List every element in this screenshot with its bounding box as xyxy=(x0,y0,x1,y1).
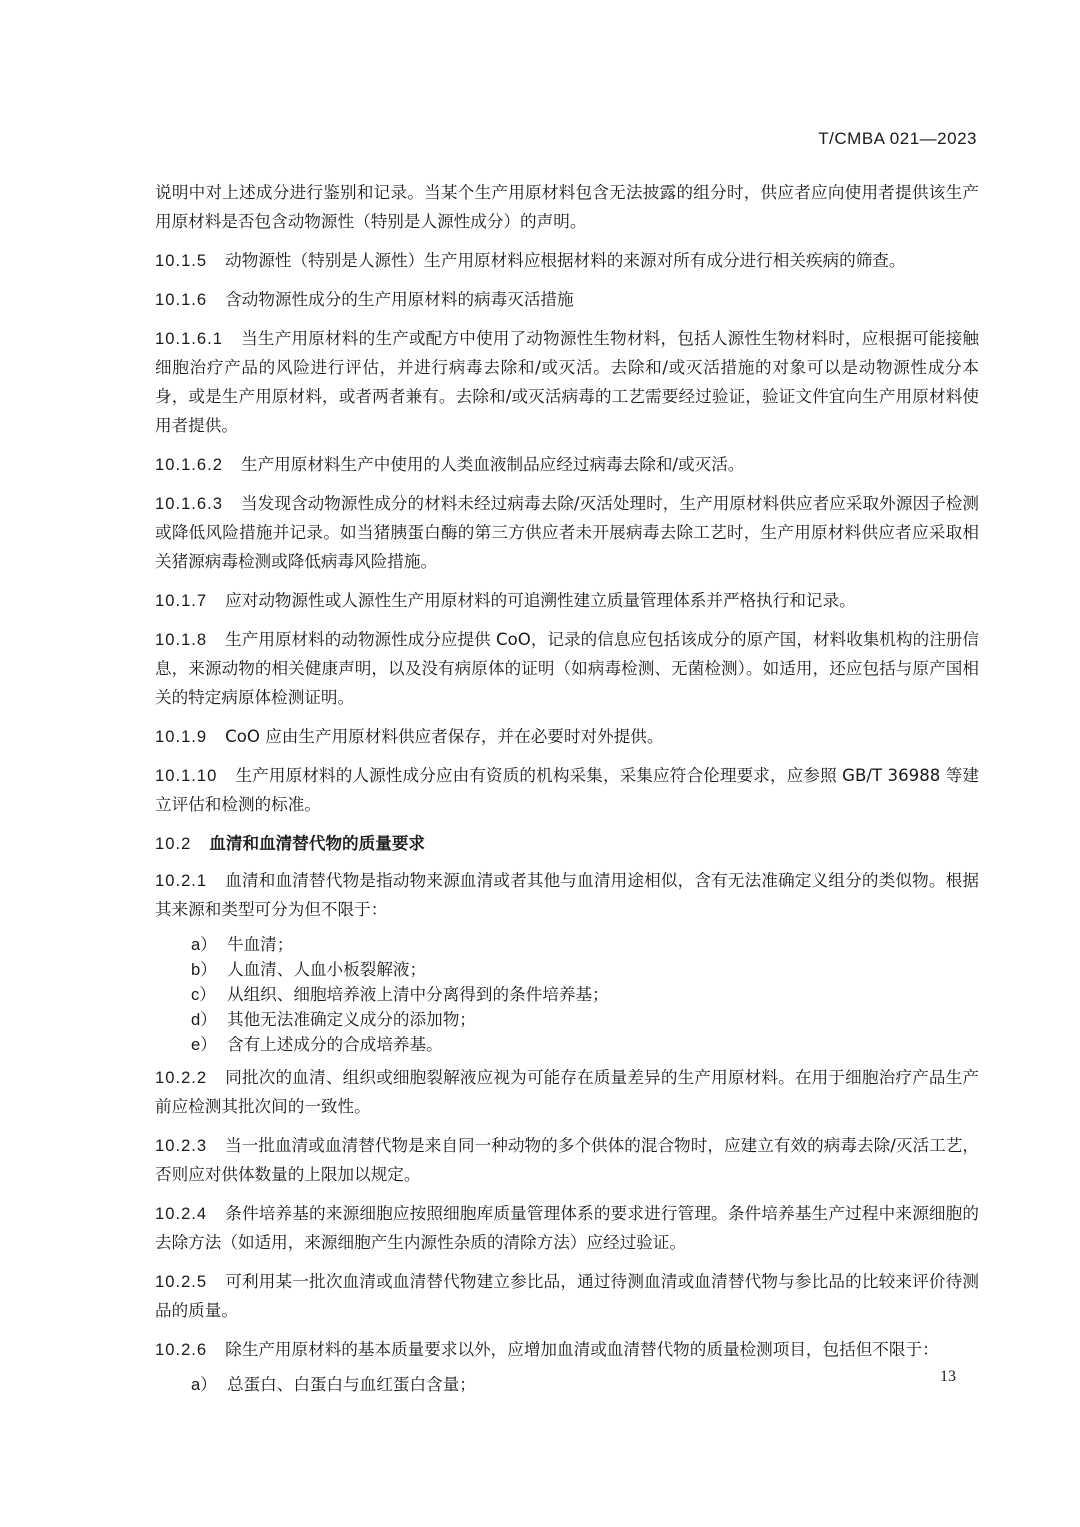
list-marker: b） xyxy=(191,960,217,979)
clause-number: 10.2.1 xyxy=(155,871,208,890)
clause-10-2-1 xyxy=(155,866,979,924)
clause-10-1-6-2 xyxy=(155,450,979,479)
clause-10-1-7 xyxy=(155,586,979,615)
list-item-text: 牛血清； xyxy=(227,935,294,954)
clause-number: 10.1.5 xyxy=(155,251,208,270)
list-item-text: 从组织、细胞培养液上清中分离得到的条件培养基； xyxy=(227,985,609,1004)
clause-number: 10.1.7 xyxy=(155,591,208,610)
list-item xyxy=(191,932,979,957)
list-item xyxy=(191,1007,979,1032)
clause-text: 当一批血清或血清替代物是来自同一种动物的多个供体的混合物时，应建立有效的病毒去除/灭活工艺，否则应对供体数量的上限加以规定。 xyxy=(155,1136,979,1184)
clause-10-1-8 xyxy=(155,625,979,712)
clause-text: 生产用原材料生产中使用的人类血液制品应经过病毒去除和/或灭活。 xyxy=(240,455,745,474)
list-item xyxy=(191,957,979,982)
paragraph-text: 说明中对上述成分进行鉴别和记录。当某个生产用原材料包含无法披露的组分时，供应者应向使用者提供该生产用原材料是否包含动物源性（特别是人源性成分）的声明。 xyxy=(155,183,979,231)
page-number: 13 xyxy=(940,1368,956,1385)
clause-text: 含动物源性成分的生产用原材料的病毒灭活措施 xyxy=(225,290,574,309)
paragraph-continuation xyxy=(155,178,979,236)
clause-10-2-3 xyxy=(155,1131,979,1189)
clause-text: 生产用原材料的人源性成分应由有资质的机构采集，采集应符合伦理要求，应参照 GB/T 36988 等建立评估和检测的标准。 xyxy=(155,766,979,814)
clause-10-1-10 xyxy=(155,761,979,819)
clause-text: 血清和血清替代物是指动物来源血清或者其他与血清用途相似，含有无法准确定义组分的类似物。根据其来源和类型可分为但不限于： xyxy=(155,871,979,919)
clause-text: CoO 应由生产用原材料供应者保存，并在必要时对外提供。 xyxy=(225,727,664,746)
clause-text: 动物源性（特别是人源性）生产用原材料应根据材料的来源对所有成分进行相关疾病的筛查。 xyxy=(225,251,906,270)
clause-10-1-6 xyxy=(155,285,979,314)
clause-number: 10.2.4 xyxy=(155,1204,208,1223)
list-item xyxy=(191,1372,979,1397)
clause-text: 生产用原材料的动物源性成分应提供 CoO，记录的信息应包括该成分的原产国，材料收集机构的注册信息，来源动物的相关健康声明，以及没有病原体的证明（如病毒检测、无菌检测）。如适用，还应包括与原产国相关的特定病原体检测证明。 xyxy=(155,630,979,707)
clause-number: 10.2.2 xyxy=(155,1068,208,1087)
list-marker: e） xyxy=(191,1035,217,1054)
clause-10-1-5 xyxy=(155,246,979,275)
clause-10-2-6 xyxy=(155,1335,979,1364)
list-item-text: 人血清、人血小板裂解液； xyxy=(227,960,427,979)
clause-10-1-6-3 xyxy=(155,489,979,576)
clause-number: 10.1.6.3 xyxy=(155,494,223,513)
list-item xyxy=(191,1032,979,1057)
clause-number: 10.1.8 xyxy=(155,630,208,649)
list-10-2-1 xyxy=(191,932,979,1057)
list-marker: a） xyxy=(191,935,217,954)
clause-10-1-9 xyxy=(155,722,979,751)
clause-number: 10.1.6 xyxy=(155,290,208,309)
clause-number: 10.1.6.1 xyxy=(155,329,223,348)
list-item-text: 其他无法准确定义成分的添加物； xyxy=(227,1010,476,1029)
clause-text: 当发现含动物源性成分的材料未经过病毒去除/灭活处理时，生产用原材料供应者应采取外源因子检测或降低风险措施并记录。如当猪胰蛋白酶的第三方供应者未开展病毒去除工艺时，生产用原材料供应者应采取相关猪源病毒检测或降低病毒风险措施。 xyxy=(155,494,979,571)
clause-number: 10.2.6 xyxy=(155,1340,208,1359)
clause-text: 同批次的血清、组织或细胞裂解液应视为可能存在质量差异的生产用原材料。在用于细胞治疗产品生产前应检测其批次间的一致性。 xyxy=(155,1068,979,1116)
clause-number: 10.2.5 xyxy=(155,1272,208,1291)
list-item-text: 含有上述成分的合成培养基。 xyxy=(227,1035,443,1054)
page-content xyxy=(155,178,979,1403)
clause-text: 可利用某一批次血清或血清替代物建立参比品，通过待测血清或血清替代物与参比品的比较来评价待测品的质量。 xyxy=(155,1272,979,1320)
list-item-text: 总蛋白、白蛋白与血红蛋白含量； xyxy=(227,1375,476,1394)
list-marker: a） xyxy=(191,1375,217,1394)
clause-text: 应对动物源性或人源性生产用原材料的可追溯性建立质量管理体系并严格执行和记录。 xyxy=(225,591,856,610)
section-number: 10.2 xyxy=(155,834,192,853)
section-title-text: 血清和血清替代物的质量要求 xyxy=(209,834,426,853)
clause-text: 当生产用原材料的生产或配方中使用了动物源性生物材料，包括人源性生物材料时，应根据可能接触细胞治疗产品的风险进行评估，并进行病毒去除和/或灭活。去除和/或灭活措施的对象可以是动物源性成分本身，或是生产用原材料，或者两者兼有。去除和/或灭活病毒的工艺需要经过验证，验证文件宜向生产用原材料使用者提供。 xyxy=(155,329,979,435)
list-marker: c） xyxy=(191,985,216,1004)
clause-10-2-4 xyxy=(155,1199,979,1257)
clause-number: 10.1.10 xyxy=(155,766,218,785)
clause-text: 条件培养基的来源细胞应按照细胞库质量管理体系的要求进行管理。条件培养基生产过程中来源细胞的去除方法（如适用，来源细胞产生内源性杂质的清除方法）应经过验证。 xyxy=(155,1204,979,1252)
clause-text: 除生产用原材料的基本质量要求以外，应增加血清或血清替代物的质量检测项目，包括但不限于： xyxy=(225,1340,939,1359)
clause-number: 10.1.9 xyxy=(155,727,208,746)
list-item xyxy=(191,982,979,1007)
list-marker: d） xyxy=(191,1010,217,1029)
clause-10-2-5 xyxy=(155,1267,979,1325)
section-title-10-2 xyxy=(155,829,979,858)
clause-10-1-6-1 xyxy=(155,324,979,440)
clause-10-2-2 xyxy=(155,1063,979,1121)
clause-number: 10.2.3 xyxy=(155,1136,208,1155)
list-10-2-6 xyxy=(191,1372,979,1397)
standard-code: T/CMBA 021—2023 xyxy=(818,129,977,148)
clause-number: 10.1.6.2 xyxy=(155,455,223,474)
